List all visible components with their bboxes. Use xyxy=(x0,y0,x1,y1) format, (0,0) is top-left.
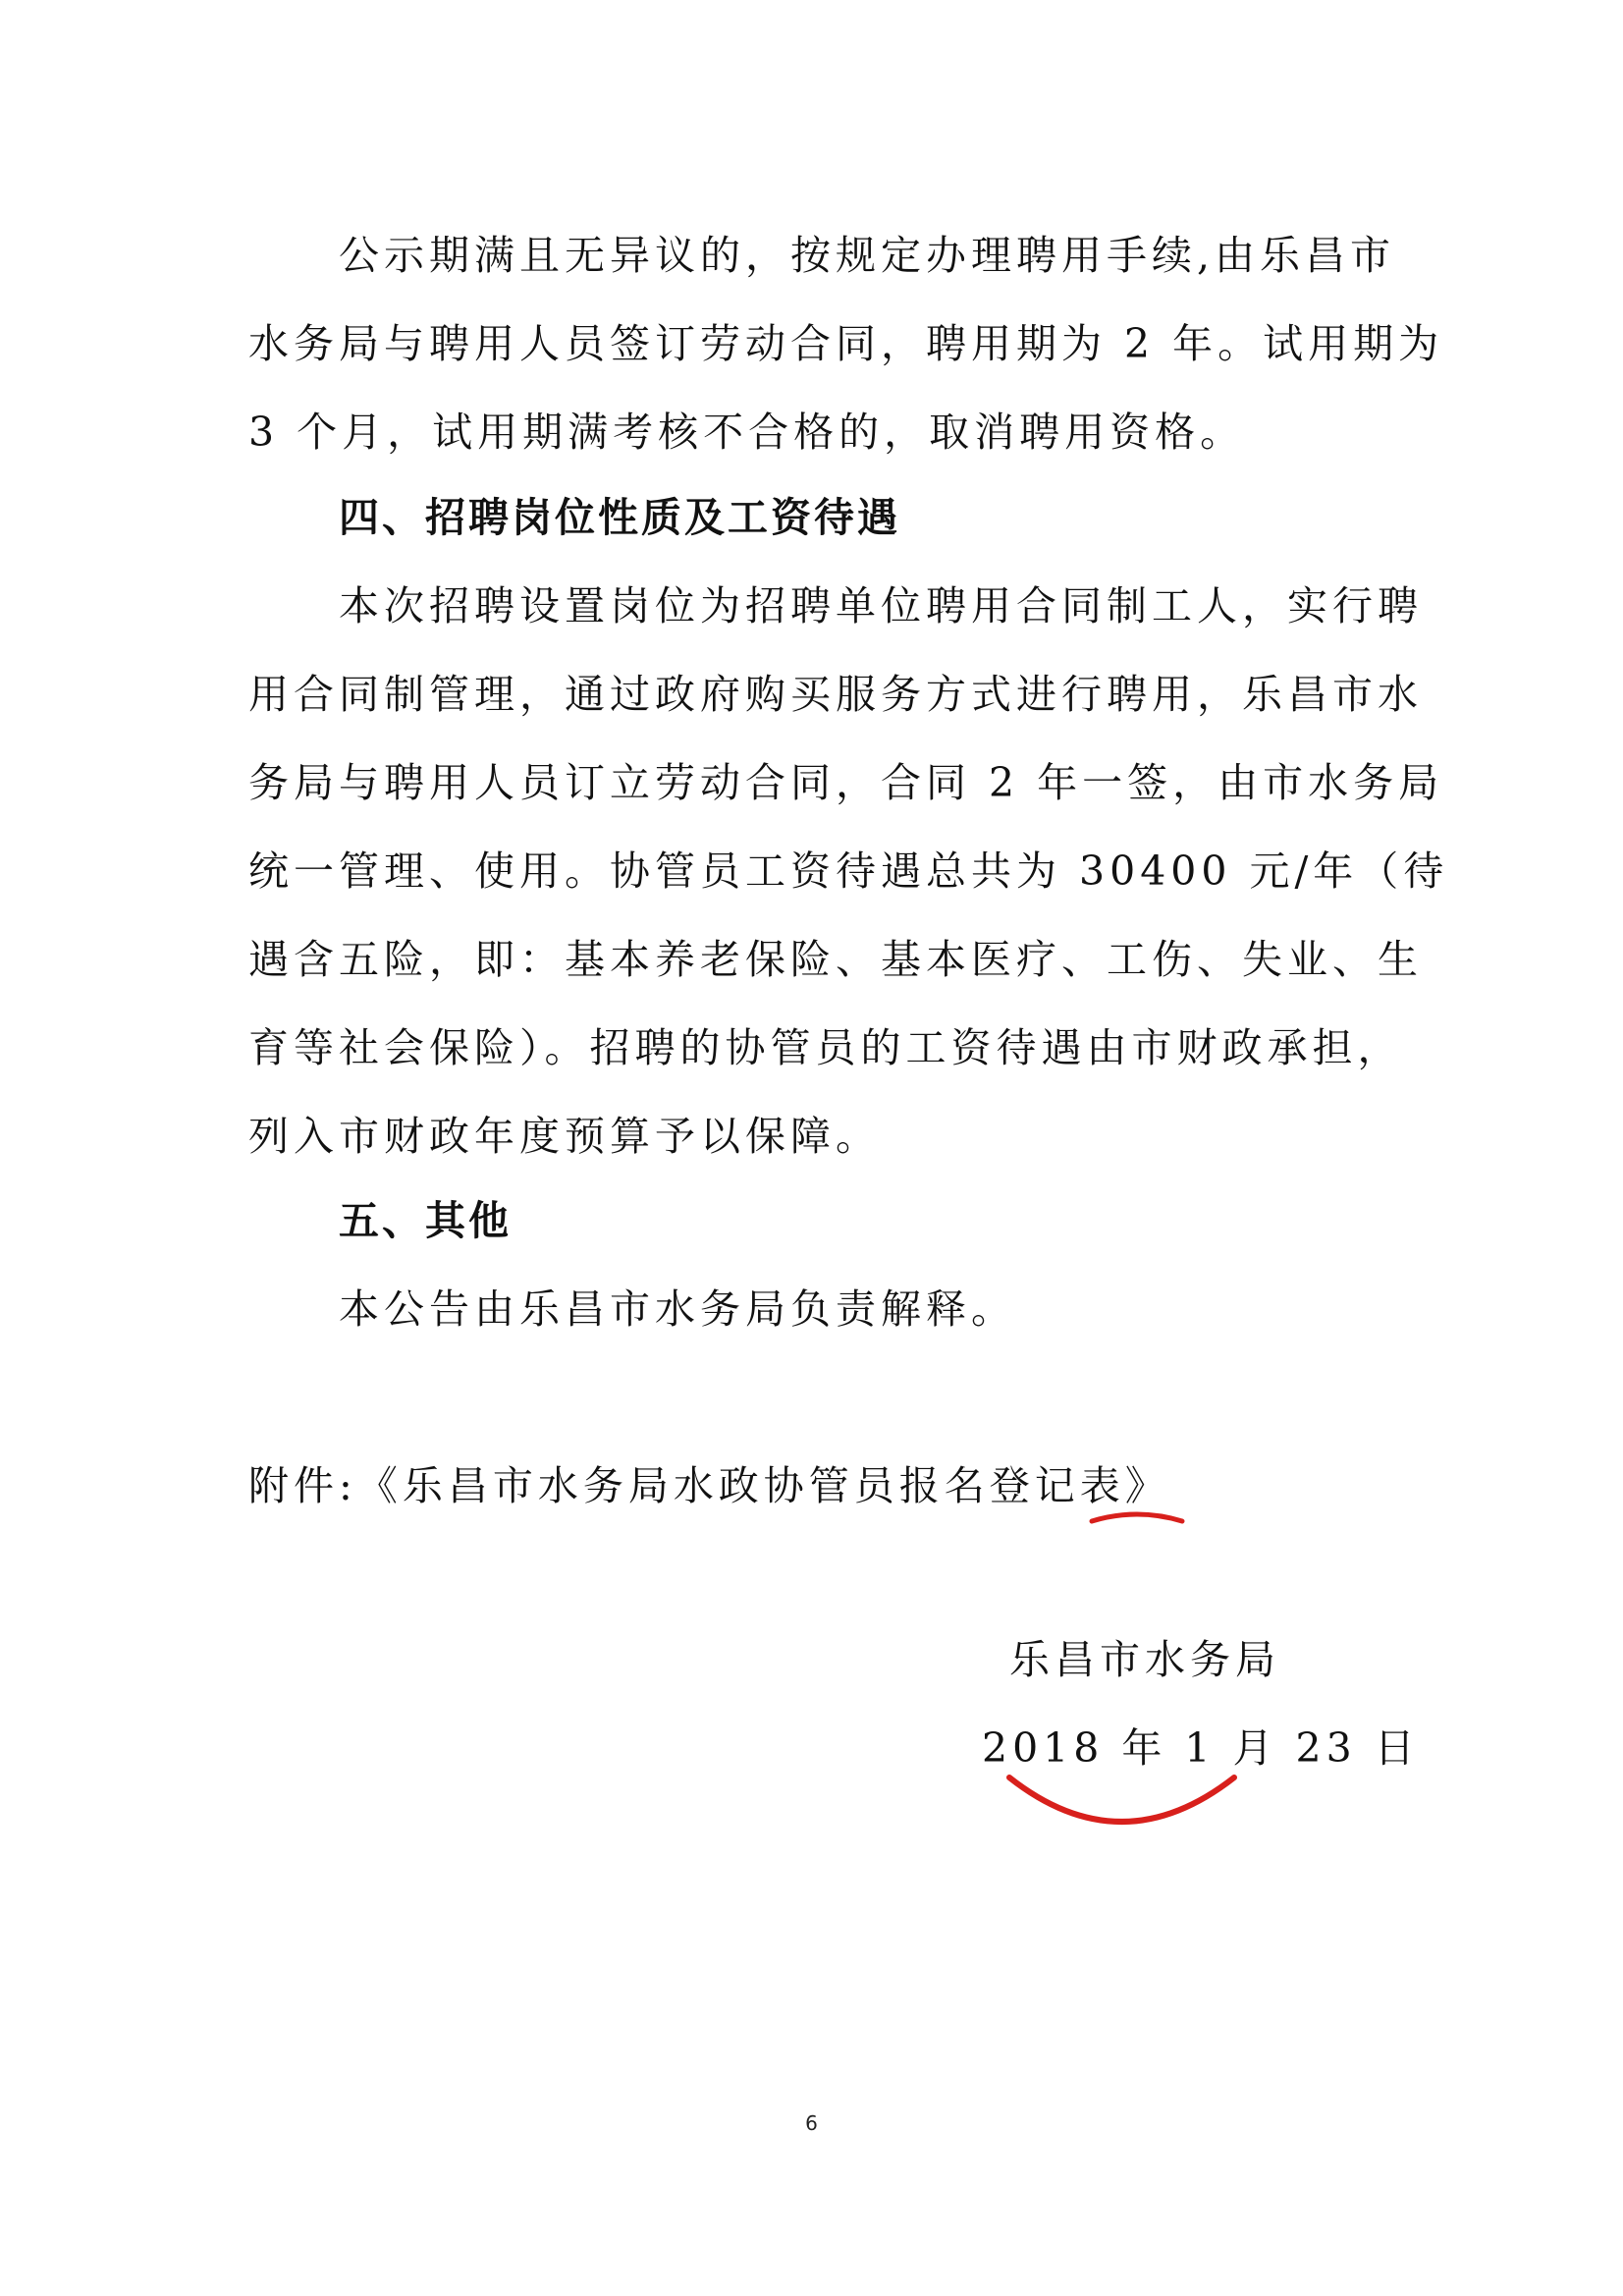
paragraph-job-nature-salary xyxy=(248,562,1449,1180)
page-number: 6 xyxy=(805,2111,818,2135)
signature-organization: 乐昌市水务局 xyxy=(1009,1636,1280,1683)
attachment-reference: 附件:《乐昌市水务局水政协管员报名登记表》 xyxy=(248,1462,1170,1509)
paragraph-line: 本次招聘设置岗位为招聘单位聘用合同制工人，实行聘 xyxy=(339,582,1423,629)
paragraph-line: 遇含五险，即：基本养老保险、基本医疗、工伤、失业、生 xyxy=(248,936,1423,983)
section-heading-5: 五、其他 xyxy=(339,1197,512,1244)
paragraph-line: 务局与聘用人员订立劳动合同，合同 2 年一签，由市水务局 xyxy=(248,759,1444,806)
section-heading-4: 四、招聘岗位性质及工资待遇 xyxy=(339,494,900,541)
paragraph-line: 水务局与聘用人员签订劳动合同，聘用期为 2 年。试用期为 xyxy=(248,320,1444,367)
paragraph-line: 统一管理、使用。协管员工资待遇总共为 30400 元/年（待 xyxy=(248,847,1449,895)
paragraph-line: 公示期满且无异议的，按规定办理聘用手续,由乐昌市 xyxy=(339,232,1396,279)
paragraph-line: 本公告由乐昌市水务局负责解释。 xyxy=(339,1285,1016,1333)
stamp-arc-upper xyxy=(1088,1507,1186,1527)
paragraph-line: 3 个月，试用期满考核不合格的，取消聘用资格。 xyxy=(248,409,1246,456)
stamp-arc-lower xyxy=(1001,1768,1242,1831)
paragraph-line: 列入市财政年度预算予以保障。 xyxy=(248,1113,881,1160)
paragraph-line: 用合同制管理，通过政府购买服务方式进行聘用，乐昌市水 xyxy=(248,671,1423,718)
signature-date: 2018 年 1 月 23 日 xyxy=(982,1724,1420,1772)
paragraph-hiring-procedure xyxy=(248,211,1444,476)
paragraph-interpretation xyxy=(248,1265,1387,1353)
paragraph-line: 育等社会保险）。招聘的协管员的工资待遇由市财政承担， xyxy=(248,1024,1403,1071)
